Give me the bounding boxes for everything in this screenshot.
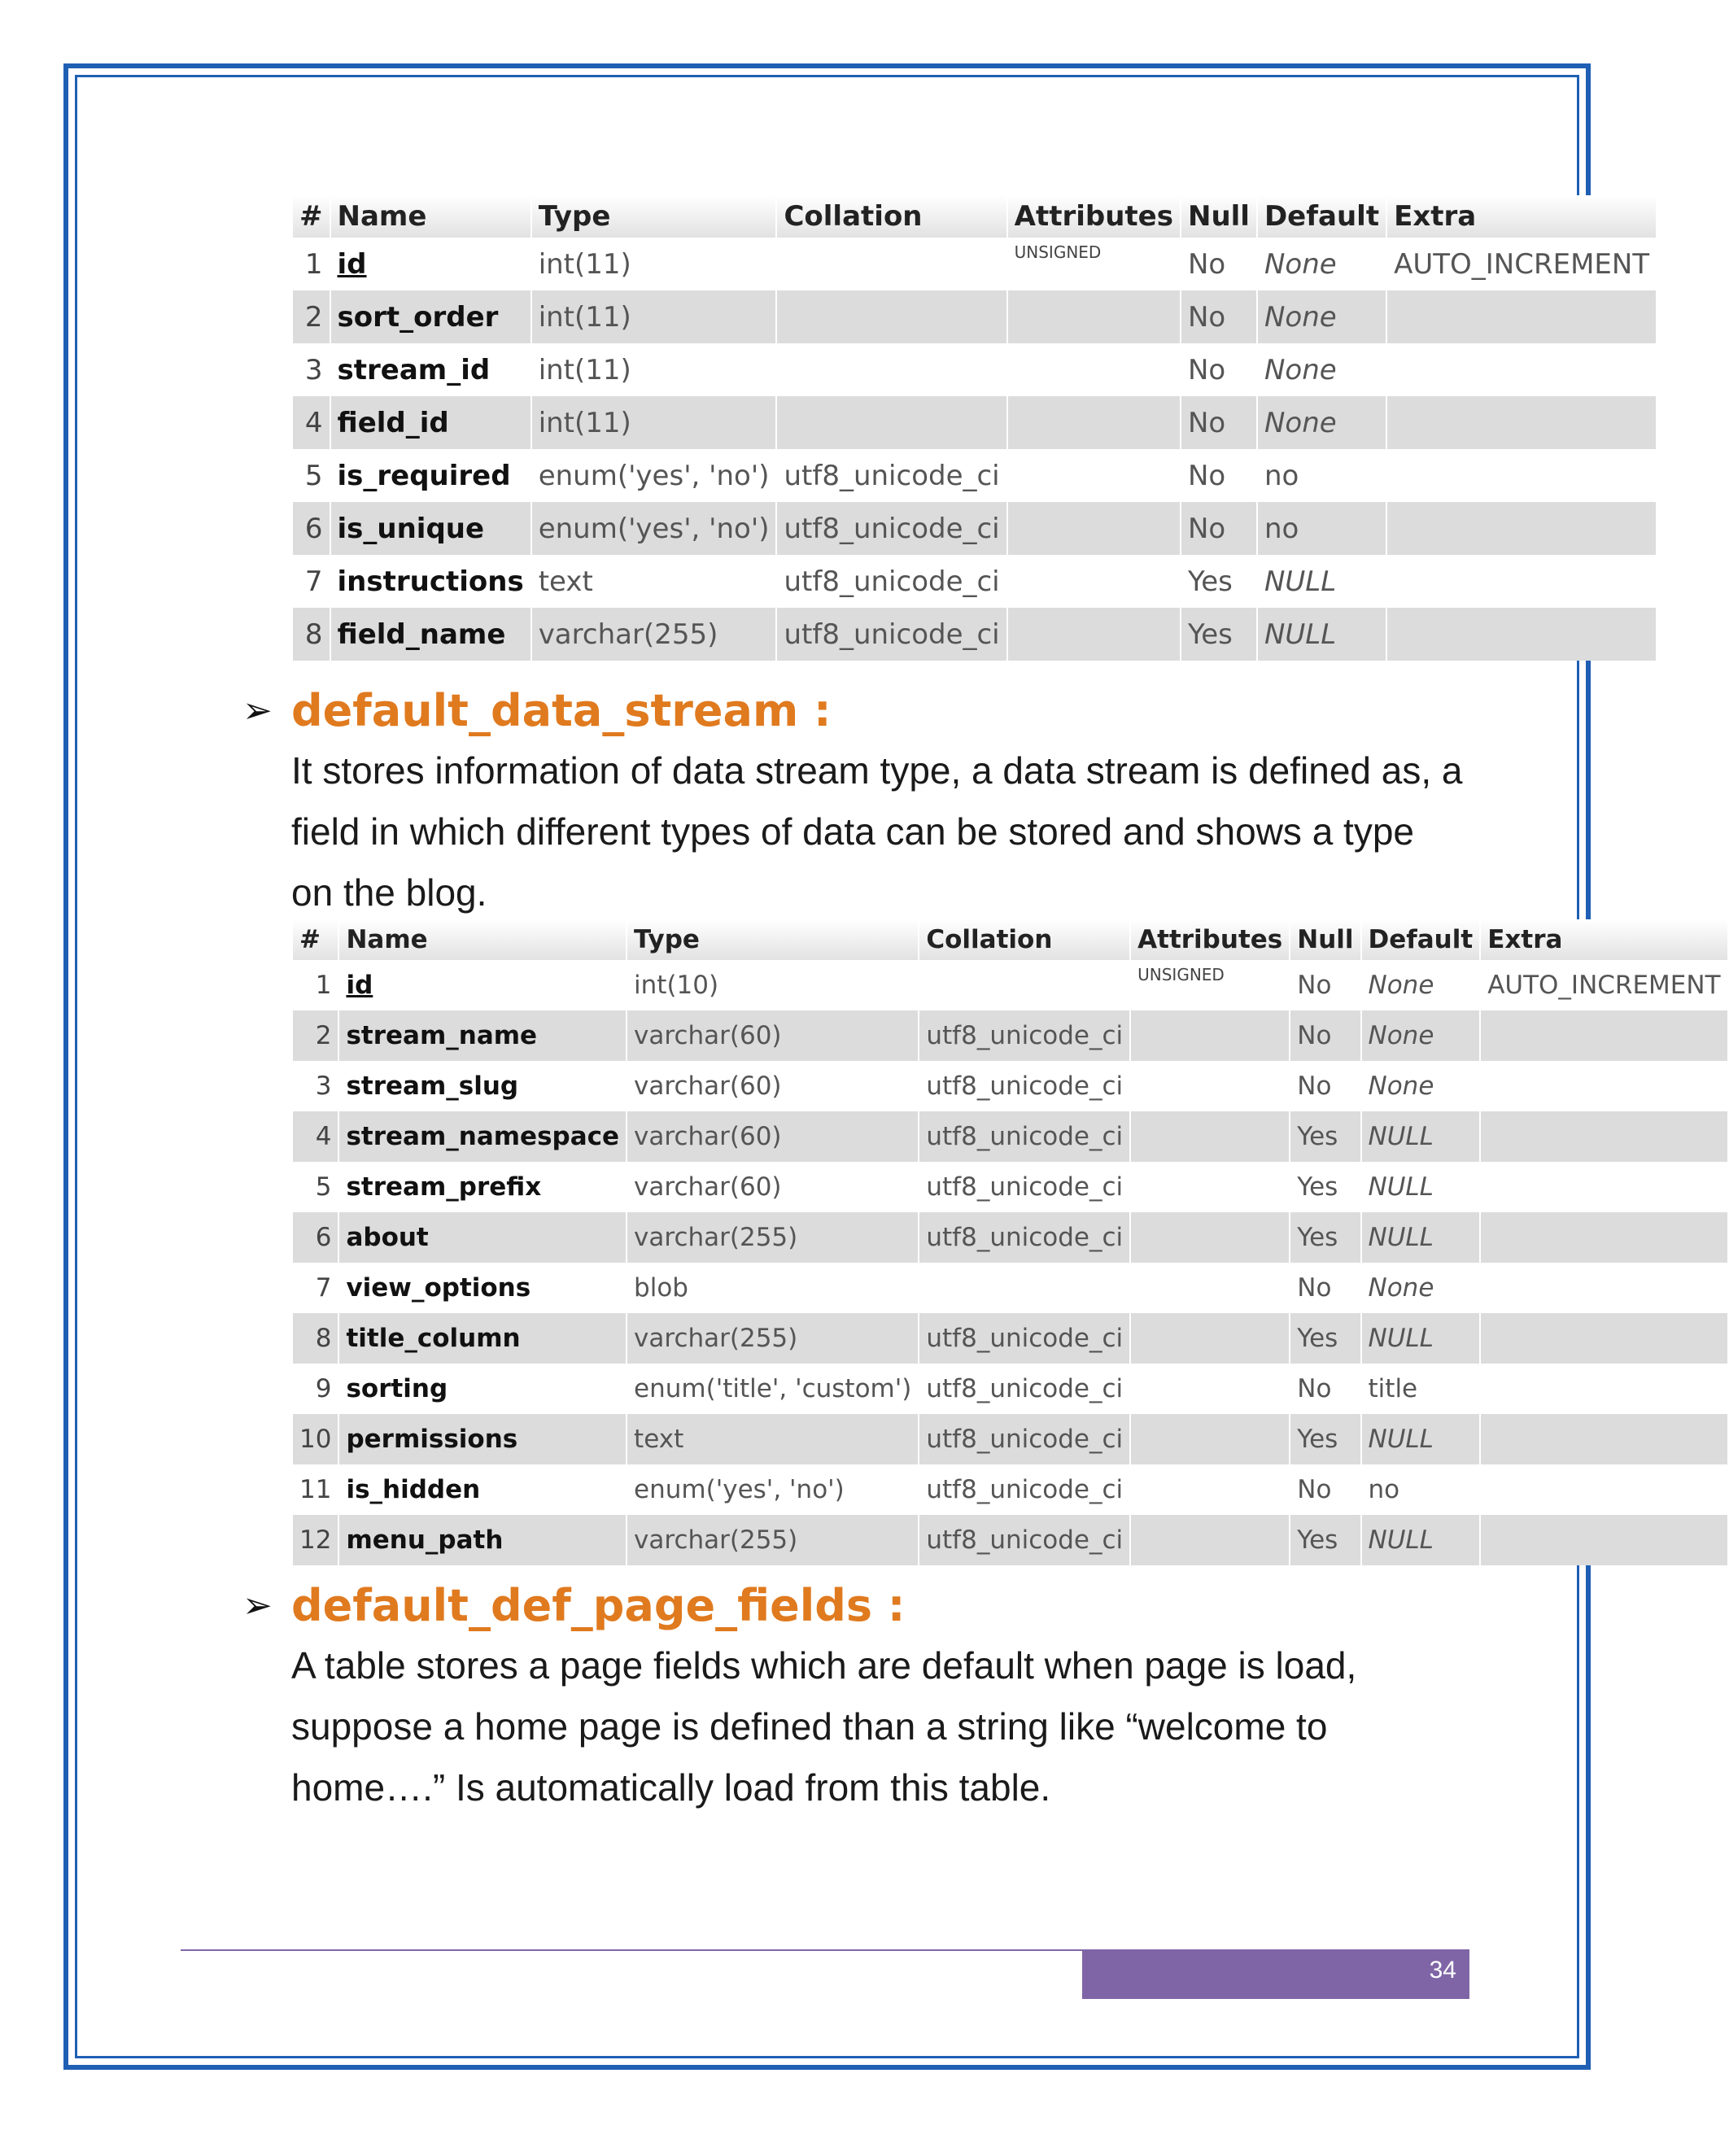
section-heading xyxy=(242,682,1463,740)
cell-num: 11 xyxy=(293,1464,338,1515)
cell-num: 8 xyxy=(293,608,330,661)
cell-attributes xyxy=(1007,555,1181,608)
cell-extra xyxy=(1386,396,1657,449)
cell-num: 9 xyxy=(293,1364,338,1414)
table-row xyxy=(293,1414,1728,1464)
cell-name: sorting xyxy=(338,1364,627,1414)
cell-num: 3 xyxy=(293,1061,338,1111)
cell-default: no xyxy=(1361,1464,1481,1515)
cell-extra xyxy=(1386,290,1657,343)
cell-collation: utf8_unicode_ci xyxy=(776,502,1006,555)
header-type: Type xyxy=(531,195,777,238)
cell-extra xyxy=(1480,1414,1727,1464)
header-extra: Extra xyxy=(1386,195,1657,238)
cell-name: menu_path xyxy=(338,1515,627,1565)
cell-attributes xyxy=(1130,1061,1290,1111)
table-row xyxy=(293,502,1657,555)
table-row xyxy=(293,290,1657,343)
cell-collation: utf8_unicode_ci xyxy=(776,608,1006,661)
cell-collation: utf8_unicode_ci xyxy=(919,1111,1130,1162)
cell-extra xyxy=(1480,1464,1727,1515)
cell-attributes xyxy=(1130,1212,1290,1263)
cell-name: title_column xyxy=(338,1313,627,1364)
header-null: Null xyxy=(1290,919,1360,960)
cell-attributes xyxy=(1007,502,1181,555)
table-row xyxy=(293,1515,1728,1565)
cell-collation: utf8_unicode_ci xyxy=(919,1515,1130,1565)
table-row xyxy=(293,1162,1728,1212)
cell-attributes xyxy=(1130,1111,1290,1162)
table-row xyxy=(293,1061,1728,1111)
cell-default: no xyxy=(1257,502,1386,555)
cell-type: int(11) xyxy=(531,343,777,396)
cell-extra xyxy=(1386,502,1657,555)
cell-null: No xyxy=(1181,449,1257,502)
cell-type: enum('title', 'custom') xyxy=(627,1364,919,1414)
cell-default: title xyxy=(1361,1364,1481,1414)
cell-default: NULL xyxy=(1361,1414,1481,1464)
table-row xyxy=(293,1212,1728,1263)
header-attributes: Attributes xyxy=(1007,195,1181,238)
cell-type: varchar(60) xyxy=(627,1061,919,1111)
table-row xyxy=(293,343,1657,396)
data-stream-table-structure xyxy=(293,919,1729,1565)
cell-default: NULL xyxy=(1361,1111,1481,1162)
cell-default: None xyxy=(1257,238,1386,290)
cell-collation: utf8_unicode_ci xyxy=(919,1212,1130,1263)
cell-num: 10 xyxy=(293,1414,338,1464)
cell-type: blob xyxy=(627,1263,919,1313)
section-description: It stores information of data stream type, a data stream is defined as, a field in which different types of data can be stored and shows a type on the blog. xyxy=(291,749,1463,914)
cell-attributes xyxy=(1007,396,1181,449)
cell-extra: AUTO_INCREMENT xyxy=(1480,960,1727,1010)
cell-num: 6 xyxy=(293,502,330,555)
cell-name: id xyxy=(330,238,531,290)
cell-num: 7 xyxy=(293,555,330,608)
table-row xyxy=(293,960,1728,1010)
header-null: Null xyxy=(1181,195,1257,238)
table-row xyxy=(293,238,1657,290)
cell-collation xyxy=(776,238,1006,290)
cell-num: 5 xyxy=(293,449,330,502)
table-row xyxy=(293,1010,1728,1061)
cell-num: 4 xyxy=(293,1111,338,1162)
cell-type: int(11) xyxy=(531,238,777,290)
cell-attributes xyxy=(1130,1313,1290,1364)
cell-name: stream_name xyxy=(338,1010,627,1061)
cell-null: Yes xyxy=(1290,1111,1360,1162)
cell-attributes xyxy=(1130,1364,1290,1414)
cell-null: No xyxy=(1290,1061,1360,1111)
table-row xyxy=(293,1464,1728,1515)
cell-num: 1 xyxy=(293,238,330,290)
table-header-row xyxy=(293,195,1657,238)
cell-collation: utf8_unicode_ci xyxy=(919,1464,1130,1515)
fields-table-structure xyxy=(293,195,1657,661)
header-name: Name xyxy=(330,195,531,238)
cell-null: No xyxy=(1290,1010,1360,1061)
cell-default: NULL xyxy=(1361,1162,1481,1212)
cell-type: varchar(60) xyxy=(627,1010,919,1061)
header-num: # xyxy=(293,919,338,960)
arrow-bullet-icon: ➢ xyxy=(242,690,273,731)
cell-num: 4 xyxy=(293,396,330,449)
header-num: # xyxy=(293,195,330,238)
cell-extra xyxy=(1480,1515,1727,1565)
cell-null: Yes xyxy=(1290,1313,1360,1364)
cell-default: None xyxy=(1257,290,1386,343)
cell-name: stream_namespace xyxy=(338,1111,627,1162)
cell-null: No xyxy=(1181,396,1257,449)
table-row xyxy=(293,396,1657,449)
cell-default: NULL xyxy=(1257,555,1386,608)
section-default-data-stream xyxy=(242,682,1463,923)
cell-extra xyxy=(1386,449,1657,502)
cell-extra xyxy=(1480,1162,1727,1212)
cell-default: None xyxy=(1361,1010,1481,1061)
heading-text: default_data_stream : xyxy=(291,685,832,736)
section-description: A table stores a page fields which are default when page is load, suppose a home page is defined than a string like “welcome to home….” Is automatically load from this table. xyxy=(291,1644,1357,1809)
header-default: Default xyxy=(1361,919,1481,960)
cell-extra xyxy=(1480,1212,1727,1263)
cell-name: id xyxy=(338,960,627,1010)
cell-default: None xyxy=(1257,343,1386,396)
cell-type: varchar(60) xyxy=(627,1162,919,1212)
cell-type: varchar(255) xyxy=(627,1313,919,1364)
cell-type: varchar(255) xyxy=(627,1212,919,1263)
cell-name: about xyxy=(338,1212,627,1263)
table-row xyxy=(293,1263,1728,1313)
cell-collation: utf8_unicode_ci xyxy=(919,1162,1130,1212)
cell-type: varchar(60) xyxy=(627,1111,919,1162)
header-name: Name xyxy=(338,919,627,960)
cell-extra xyxy=(1480,1010,1727,1061)
cell-attributes xyxy=(1007,343,1181,396)
cell-null: No xyxy=(1181,502,1257,555)
cell-default: None xyxy=(1361,1061,1481,1111)
cell-default: no xyxy=(1257,449,1386,502)
cell-extra xyxy=(1480,1313,1727,1364)
cell-name: sort_order xyxy=(330,290,531,343)
cell-collation: utf8_unicode_ci xyxy=(776,449,1006,502)
cell-type: int(11) xyxy=(531,396,777,449)
cell-num: 6 xyxy=(293,1212,338,1263)
cell-null: No xyxy=(1290,1464,1360,1515)
cell-attributes: UNSIGNED xyxy=(1007,238,1181,290)
table-row xyxy=(293,555,1657,608)
cell-attributes xyxy=(1130,1010,1290,1061)
cell-extra xyxy=(1480,1263,1727,1313)
cell-collation xyxy=(919,1263,1130,1313)
cell-null: Yes xyxy=(1181,555,1257,608)
cell-num: 12 xyxy=(293,1515,338,1565)
cell-extra xyxy=(1386,555,1657,608)
cell-null: Yes xyxy=(1290,1162,1360,1212)
cell-name: field_name xyxy=(330,608,531,661)
footer-page-box xyxy=(1082,1950,1469,1999)
cell-attributes xyxy=(1007,290,1181,343)
cell-null: No xyxy=(1290,1263,1360,1313)
cell-collation: utf8_unicode_ci xyxy=(919,1364,1130,1414)
cell-name: instructions xyxy=(330,555,531,608)
cell-num: 7 xyxy=(293,1263,338,1313)
cell-null: No xyxy=(1181,343,1257,396)
cell-type: int(11) xyxy=(531,290,777,343)
cell-type: text xyxy=(627,1414,919,1464)
cell-null: No xyxy=(1290,1364,1360,1414)
cell-collation: utf8_unicode_ci xyxy=(776,555,1006,608)
cell-type: enum('yes', 'no') xyxy=(627,1464,919,1515)
header-collation: Collation xyxy=(776,195,1006,238)
page-number: 34 xyxy=(1429,1957,1456,1984)
cell-num: 8 xyxy=(293,1313,338,1364)
cell-num: 5 xyxy=(293,1162,338,1212)
cell-attributes xyxy=(1007,608,1181,661)
table-row xyxy=(293,1111,1728,1162)
cell-extra xyxy=(1480,1061,1727,1111)
cell-default: None xyxy=(1361,960,1481,1010)
cell-num: 3 xyxy=(293,343,330,396)
cell-null: Yes xyxy=(1290,1212,1360,1263)
header-default: Default xyxy=(1257,195,1386,238)
cell-extra xyxy=(1480,1364,1727,1414)
cell-name: is_hidden xyxy=(338,1464,627,1515)
cell-collation: utf8_unicode_ci xyxy=(919,1414,1130,1464)
cell-collation: utf8_unicode_ci xyxy=(919,1010,1130,1061)
cell-null: Yes xyxy=(1290,1414,1360,1464)
cell-default: NULL xyxy=(1361,1212,1481,1263)
table-row xyxy=(293,1364,1728,1414)
cell-num: 2 xyxy=(293,1010,338,1061)
table-header-row xyxy=(293,919,1728,960)
cell-attributes xyxy=(1130,1464,1290,1515)
cell-collation: utf8_unicode_ci xyxy=(919,1061,1130,1111)
section-heading xyxy=(242,1577,1463,1635)
cell-attributes xyxy=(1130,1162,1290,1212)
cell-attributes xyxy=(1130,1263,1290,1313)
cell-attributes xyxy=(1130,1414,1290,1464)
cell-null: No xyxy=(1181,290,1257,343)
cell-name: stream_slug xyxy=(338,1061,627,1111)
cell-type: int(10) xyxy=(627,960,919,1010)
table-row xyxy=(293,608,1657,661)
cell-name: stream_prefix xyxy=(338,1162,627,1212)
cell-default: NULL xyxy=(1361,1515,1481,1565)
cell-collation xyxy=(776,396,1006,449)
cell-attributes xyxy=(1007,449,1181,502)
cell-name: stream_id xyxy=(330,343,531,396)
header-attributes: Attributes xyxy=(1130,919,1290,960)
cell-collation xyxy=(776,343,1006,396)
cell-attributes xyxy=(1130,1515,1290,1565)
cell-type: enum('yes', 'no') xyxy=(531,449,777,502)
cell-num: 1 xyxy=(293,960,338,1010)
cell-extra: AUTO_INCREMENT xyxy=(1386,238,1657,290)
cell-null: No xyxy=(1290,960,1360,1010)
cell-collation xyxy=(919,960,1130,1010)
cell-collation xyxy=(776,290,1006,343)
cell-extra xyxy=(1386,343,1657,396)
heading-text: default_def_page_fields : xyxy=(291,1580,906,1631)
cell-null: Yes xyxy=(1290,1515,1360,1565)
cell-num: 2 xyxy=(293,290,330,343)
cell-default: None xyxy=(1257,396,1386,449)
cell-default: NULL xyxy=(1361,1313,1481,1364)
cell-name: is_required xyxy=(330,449,531,502)
cell-attributes: UNSIGNED xyxy=(1130,960,1290,1010)
cell-default: None xyxy=(1361,1263,1481,1313)
cell-null: Yes xyxy=(1181,608,1257,661)
cell-type: varchar(255) xyxy=(627,1515,919,1565)
arrow-bullet-icon: ➢ xyxy=(242,1585,273,1626)
cell-name: is_unique xyxy=(330,502,531,555)
header-extra: Extra xyxy=(1480,919,1727,960)
cell-extra xyxy=(1386,608,1657,661)
cell-null: No xyxy=(1181,238,1257,290)
table-row xyxy=(293,1313,1728,1364)
cell-name: permissions xyxy=(338,1414,627,1464)
section-default-def-page-fields xyxy=(242,1577,1463,1818)
cell-extra xyxy=(1480,1111,1727,1162)
cell-name: view_options xyxy=(338,1263,627,1313)
table-row xyxy=(293,449,1657,502)
cell-name: field_id xyxy=(330,396,531,449)
cell-default: NULL xyxy=(1257,608,1386,661)
header-type: Type xyxy=(627,919,919,960)
cell-type: enum('yes', 'no') xyxy=(531,502,777,555)
cell-collation: utf8_unicode_ci xyxy=(919,1313,1130,1364)
cell-type: text xyxy=(531,555,777,608)
cell-type: varchar(255) xyxy=(531,608,777,661)
header-collation: Collation xyxy=(919,919,1130,960)
